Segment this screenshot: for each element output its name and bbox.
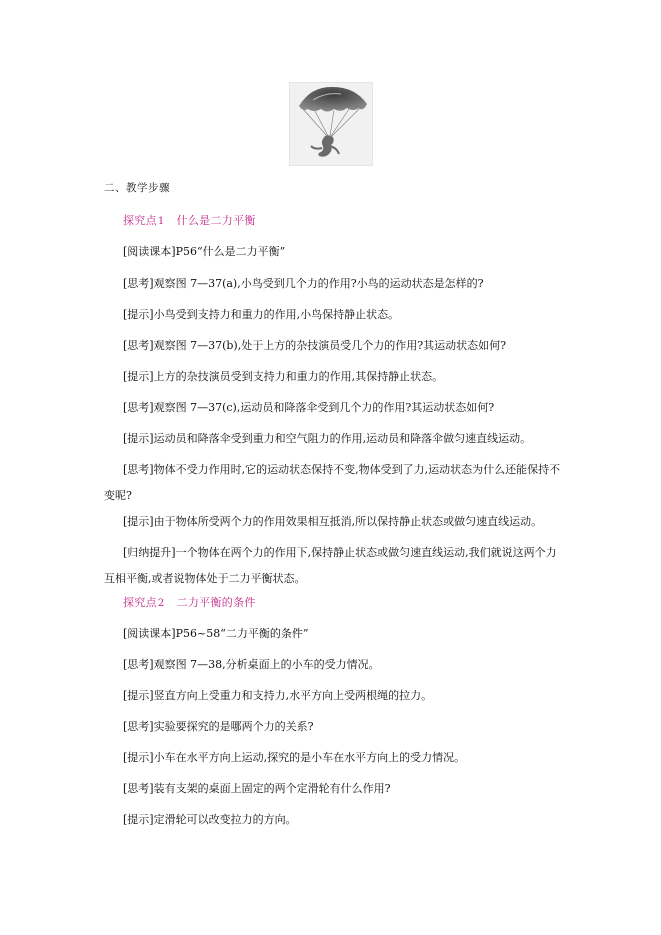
parachutist-photo bbox=[289, 82, 373, 166]
inquiry-point-number: 2 bbox=[157, 598, 165, 609]
section-heading: 二、教学步骤 bbox=[104, 182, 170, 194]
text-line: [思考]观察图 7—38,分析桌面上的小车的受力情况。 bbox=[123, 658, 380, 671]
text-line: [思考]观察图 7—37(a),小鸟受到几个力的作用?小鸟的运动状态是怎样的? bbox=[123, 277, 484, 290]
text-line: [阅读课本]P56~58“二力平衡的条件” bbox=[123, 627, 309, 640]
text-line: [思考]观察图 7—37(b),处于上方的杂技演员受几个力的作用?其运动状态如何? bbox=[123, 339, 506, 352]
inquiry-point-2 bbox=[123, 594, 256, 610]
text-paragraph: [思考]物体不受力作用时,它的运动状态保持不变,物体受到了力,运动状态为什么还能保持不变呢? bbox=[104, 463, 561, 502]
text-line: [提示]定滑轮可以改变拉力的方向。 bbox=[123, 813, 297, 826]
inquiry-point-title: 二力平衡的条件 bbox=[176, 596, 256, 609]
text-line: [思考]装有支架的桌面上固定的两个定滑轮有什么作用? bbox=[123, 782, 391, 795]
text-paragraph: [归纳提升]一个物体在两个力的作用下,保持静止状态或做匀速直线运动,我们就说这两个力互相平衡,或者说物体处于二力平衡状态。 bbox=[104, 546, 557, 585]
inquiry-point-number: 1 bbox=[157, 216, 165, 227]
inquiry-point-1 bbox=[123, 212, 256, 228]
inquiry-point-title: 什么是二力平衡 bbox=[176, 214, 256, 227]
text-line: [提示]由于物体所受两个力的作用效果相互抵消,所以保持静止状态或做匀速直线运动。 bbox=[123, 515, 543, 528]
inquiry-point-label: 探究点 bbox=[123, 596, 157, 609]
text-line: [提示]小鸟受到支持力和重力的作用,小鸟保持静止状态。 bbox=[123, 308, 400, 321]
text-line: [提示]竖直方向上受重力和支持力,水平方向上受两根绳的拉力。 bbox=[123, 689, 433, 702]
text-line: [阅读课本]P56“什么是二力平衡” bbox=[123, 245, 286, 258]
parachute-image bbox=[289, 82, 373, 166]
text-line: [提示]上方的杂技演员受到支持力和重力的作用,其保持静止状态。 bbox=[123, 370, 444, 383]
text-line: [思考]观察图 7—37(c),运动员和降落伞受到几个力的作用?其运动状态如何? bbox=[123, 401, 495, 414]
text-line: [思考]实验要探究的是哪两个力的关系? bbox=[123, 720, 314, 733]
text-line: [提示]运动员和降落伞受到重力和空气阻力的作用,运动员和降落伞做匀速直线运动。 bbox=[123, 432, 532, 445]
text-line: [提示]小车在水平方向上运动,探究的是小车在水平方向上的受力情况。 bbox=[123, 751, 466, 764]
inquiry-point-label: 探究点 bbox=[123, 214, 157, 227]
